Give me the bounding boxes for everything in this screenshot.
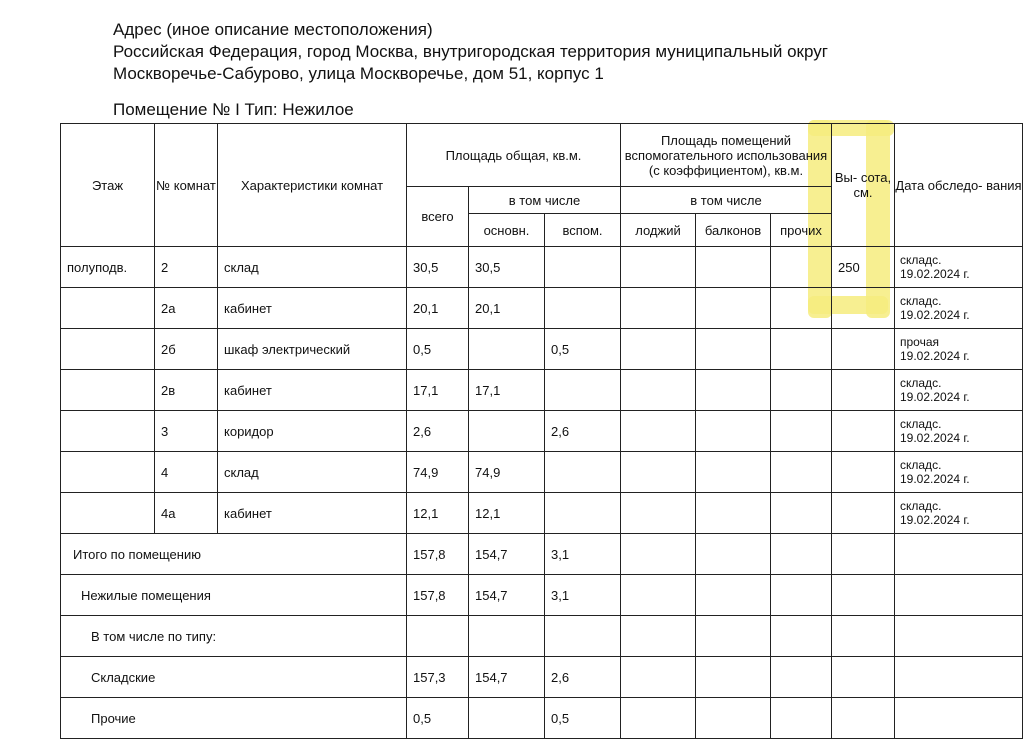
- main-area-cell: 74,9: [469, 452, 545, 493]
- loggias-cell: [621, 288, 696, 329]
- survey-type: прочая: [900, 335, 940, 349]
- height-cell: [832, 657, 895, 698]
- total-label-cell: Прочие: [61, 698, 407, 739]
- survey-date-cell: [895, 452, 1023, 493]
- floor-cell: [61, 452, 155, 493]
- loggias-cell: [621, 657, 696, 698]
- survey-date-cell: [895, 329, 1023, 370]
- col-balconies-header: балконов: [696, 214, 771, 247]
- balconies-cell: [696, 616, 771, 657]
- total-label-cell: Складские: [61, 657, 407, 698]
- survey-date: 19.02.2024 г.: [900, 390, 970, 404]
- table-row: [61, 370, 1023, 411]
- balconies-cell: [696, 288, 771, 329]
- room-name-cell: кабинет: [218, 288, 407, 329]
- address-label: Адрес (иное описание местоположения): [113, 20, 433, 39]
- other-cell: [771, 247, 832, 288]
- main-area-cell: [469, 616, 545, 657]
- room-no-cell: 4а: [155, 493, 218, 534]
- other-cell: [771, 288, 832, 329]
- total-area-cell: 20,1: [407, 288, 469, 329]
- main-area-cell: 154,7: [469, 575, 545, 616]
- room-name-cell: кабинет: [218, 493, 407, 534]
- survey-date-cell: [895, 616, 1023, 657]
- main-area-cell: [469, 698, 545, 739]
- room-no-cell: 2: [155, 247, 218, 288]
- balconies-cell: [696, 534, 771, 575]
- balconies-cell: [696, 329, 771, 370]
- col-other-header: прочих: [771, 214, 832, 247]
- survey-date-cell: [895, 575, 1023, 616]
- other-cell: [771, 493, 832, 534]
- survey-type: складс.: [900, 294, 942, 308]
- room-no-cell: 2а: [155, 288, 218, 329]
- col-loggias-header: лоджий: [621, 214, 696, 247]
- col-aux-area-header: Площадь помещений вспомогательного использования (с коэффициентом), кв.м.: [621, 124, 832, 187]
- room-no-cell: 3: [155, 411, 218, 452]
- height-cell: [832, 288, 895, 329]
- col-aux-header: вспом.: [545, 214, 621, 247]
- loggias-cell: [621, 534, 696, 575]
- height-cell: [832, 616, 895, 657]
- room-name-cell: коридор: [218, 411, 407, 452]
- main-area-cell: 12,1: [469, 493, 545, 534]
- total-label-cell: Нежилые помещения: [61, 575, 407, 616]
- balconies-cell: [696, 452, 771, 493]
- survey-date-cell: [895, 698, 1023, 739]
- loggias-cell: [621, 411, 696, 452]
- room-name-cell: шкаф электрический: [218, 329, 407, 370]
- height-cell: [832, 575, 895, 616]
- height-cell: [832, 411, 895, 452]
- room-no-cell: 4: [155, 452, 218, 493]
- total-area-cell: 12,1: [407, 493, 469, 534]
- total-area-cell: 2,6: [407, 411, 469, 452]
- aux-area-cell: [545, 493, 621, 534]
- aux-area-cell: 3,1: [545, 534, 621, 575]
- col-including-header: в том числе: [469, 187, 621, 214]
- aux-area-cell: [545, 288, 621, 329]
- balconies-cell: [696, 575, 771, 616]
- total-area-cell: 0,5: [407, 698, 469, 739]
- loggias-cell: [621, 616, 696, 657]
- height-cell: [832, 452, 895, 493]
- other-cell: [771, 575, 832, 616]
- aux-area-cell: 0,5: [545, 329, 621, 370]
- main-area-cell: [469, 411, 545, 452]
- total-row: [61, 575, 1023, 616]
- total-label-cell: Итого по помещению: [61, 534, 407, 575]
- total-area-cell: 74,9: [407, 452, 469, 493]
- other-cell: [771, 452, 832, 493]
- height-cell: [832, 493, 895, 534]
- balconies-cell: [696, 698, 771, 739]
- height-cell: 250: [832, 247, 895, 288]
- survey-date-cell: [895, 247, 1023, 288]
- aux-area-cell: [545, 370, 621, 411]
- table-row: [61, 247, 1023, 288]
- survey-date-cell: [895, 370, 1023, 411]
- table-row: [61, 452, 1023, 493]
- total-area-cell: 30,5: [407, 247, 469, 288]
- survey-date-cell: [895, 657, 1023, 698]
- total-area-cell: 157,3: [407, 657, 469, 698]
- col-room-no-header: № комнат: [155, 124, 218, 247]
- survey-date: 19.02.2024 г.: [900, 349, 970, 363]
- loggias-cell: [621, 247, 696, 288]
- room-no-cell: 2б: [155, 329, 218, 370]
- total-area-cell: [407, 616, 469, 657]
- survey-date-cell: [895, 534, 1023, 575]
- survey-type: складс.: [900, 458, 942, 472]
- height-cell: [832, 698, 895, 739]
- other-cell: [771, 534, 832, 575]
- aux-area-cell: 2,6: [545, 657, 621, 698]
- floor-cell: полуподв.: [61, 247, 155, 288]
- total-area-cell: 157,8: [407, 575, 469, 616]
- other-cell: [771, 329, 832, 370]
- room-name-cell: склад: [218, 452, 407, 493]
- total-area-cell: 17,1: [407, 370, 469, 411]
- col-survey-date-header: Дата обследо- вания: [895, 124, 1023, 247]
- total-row: [61, 657, 1023, 698]
- height-cell: [832, 534, 895, 575]
- other-cell: [771, 411, 832, 452]
- room-name-cell: кабинет: [218, 370, 407, 411]
- main-area-cell: 30,5: [469, 247, 545, 288]
- floor-cell: [61, 288, 155, 329]
- loggias-cell: [621, 698, 696, 739]
- survey-date: 19.02.2024 г.: [900, 308, 970, 322]
- aux-area-cell: [545, 616, 621, 657]
- main-area-cell: 154,7: [469, 657, 545, 698]
- survey-date: 19.02.2024 г.: [900, 472, 970, 486]
- inventory-table: [60, 123, 1023, 739]
- main-area-cell: 20,1: [469, 288, 545, 329]
- other-cell: [771, 616, 832, 657]
- col-main-header: основн.: [469, 214, 545, 247]
- col-total-header: всего: [407, 187, 469, 247]
- aux-area-cell: 3,1: [545, 575, 621, 616]
- main-area-cell: 17,1: [469, 370, 545, 411]
- table-row: [61, 288, 1023, 329]
- main-area-cell: [469, 329, 545, 370]
- loggias-cell: [621, 329, 696, 370]
- loggias-cell: [621, 575, 696, 616]
- premises-title: Помещение № I Тип: Нежилое: [113, 100, 354, 119]
- total-area-cell: 157,8: [407, 534, 469, 575]
- aux-area-cell: [545, 452, 621, 493]
- survey-type: складс.: [900, 417, 942, 431]
- total-row: [61, 698, 1023, 739]
- survey-date-cell: [895, 493, 1023, 534]
- room-no-cell: 2в: [155, 370, 218, 411]
- aux-area-cell: [545, 247, 621, 288]
- col-height-header: Вы- сота, см.: [832, 124, 895, 247]
- total-row: [61, 616, 1023, 657]
- total-area-cell: 0,5: [407, 329, 469, 370]
- balconies-cell: [696, 657, 771, 698]
- other-cell: [771, 370, 832, 411]
- balconies-cell: [696, 493, 771, 534]
- aux-area-cell: 2,6: [545, 411, 621, 452]
- aux-area-cell: 0,5: [545, 698, 621, 739]
- survey-date: 19.02.2024 г.: [900, 431, 970, 445]
- height-cell: [832, 329, 895, 370]
- other-cell: [771, 657, 832, 698]
- survey-date: 19.02.2024 г.: [900, 513, 970, 527]
- loggias-cell: [621, 370, 696, 411]
- col-total-area-header: Площадь общая, кв.м.: [407, 124, 621, 187]
- floor-cell: [61, 370, 155, 411]
- room-name-cell: склад: [218, 247, 407, 288]
- col-characteristics-header: Характеристики комнат: [218, 124, 407, 247]
- col-floor-header: Этаж: [61, 124, 155, 247]
- survey-date-cell: [895, 411, 1023, 452]
- total-row: [61, 534, 1023, 575]
- main-area-cell: 154,7: [469, 534, 545, 575]
- loggias-cell: [621, 493, 696, 534]
- balconies-cell: [696, 247, 771, 288]
- survey-type: складс.: [900, 376, 942, 390]
- table-row: [61, 329, 1023, 370]
- balconies-cell: [696, 411, 771, 452]
- total-label-cell: В том числе по типу:: [61, 616, 407, 657]
- floor-cell: [61, 493, 155, 534]
- address-line-1: Российская Федерация, город Москва, внутригородская территория муниципальный округ: [113, 42, 828, 61]
- other-cell: [771, 698, 832, 739]
- survey-date: 19.02.2024 г.: [900, 267, 970, 281]
- balconies-cell: [696, 370, 771, 411]
- height-cell: [832, 370, 895, 411]
- floor-cell: [61, 329, 155, 370]
- loggias-cell: [621, 452, 696, 493]
- survey-date-cell: [895, 288, 1023, 329]
- floor-cell: [61, 411, 155, 452]
- table-row: [61, 411, 1023, 452]
- address-line-2: Москворечье-Сабурово, улица Москворечье, дом 51, корпус 1: [113, 64, 604, 83]
- survey-type: складс.: [900, 253, 942, 267]
- col-including2-header: в том числе: [621, 187, 832, 214]
- survey-type: складс.: [900, 499, 942, 513]
- table-row: [61, 493, 1023, 534]
